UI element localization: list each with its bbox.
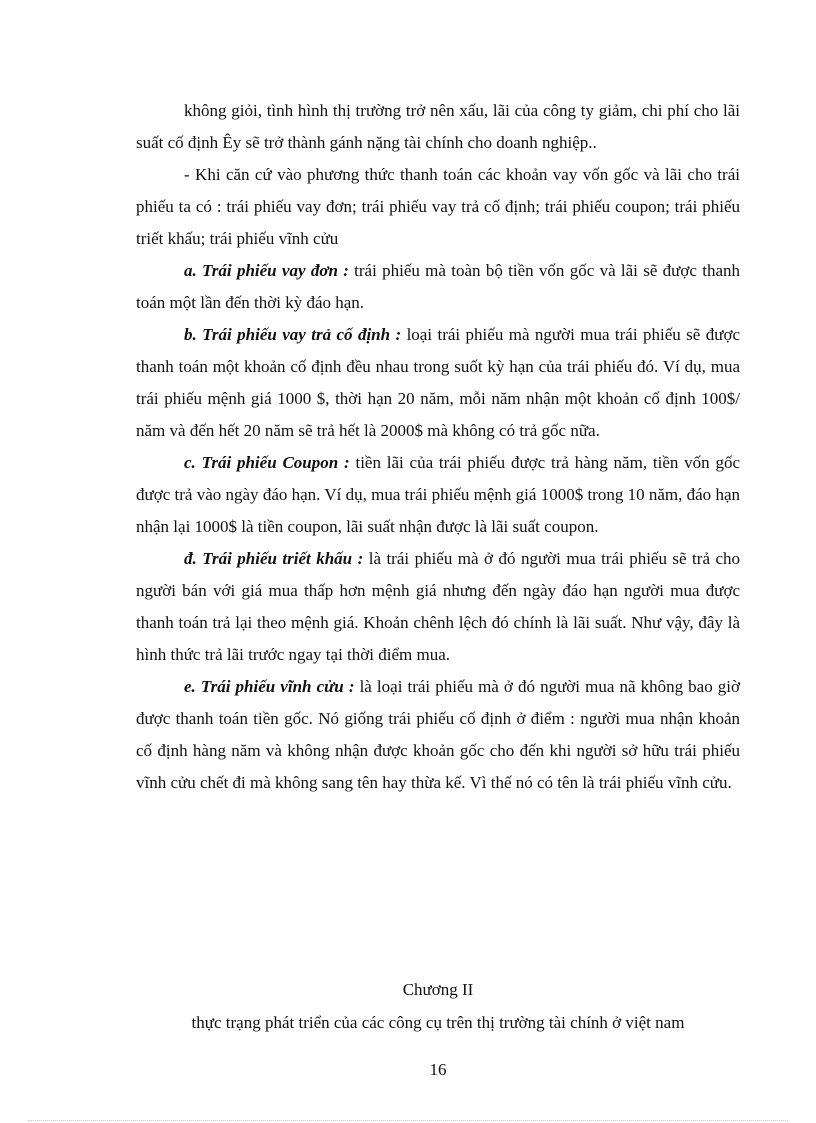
paragraph-text: tiền lãi của trái phiếu được trả hàng năm, tiền vốn gốc được trả vào ngày đáo hạn. Ví dụ, mua trái phiếu mệnh giá 1000$ trong 10 năm, đáo hạn nhận lại 1000$ là tiền coupon, lãi suất nhận được là lãi suất coupon. xyxy=(136,453,740,536)
term-heading: c. Trái phiếu Coupon : xyxy=(184,453,350,472)
page-number: 16 xyxy=(429,1060,447,1079)
chapter-subtitle: thực trạng phát triển của các công cụ trên thị trường tài chính ở việt nam xyxy=(191,1013,685,1032)
paragraph-text: - Khi căn cứ vào phương thức thanh toán các khoản vay vốn gốc và lãi cho trái phiếu ta có : trái phiếu vay đơn; trái phiếu vay trả cố định; trái phiếu coupon; trái phiếu triết khấu; trái phiếu vĩnh cửu xyxy=(136,165,740,248)
paragraph-text: loại trái phiếu mà người mua trái phiếu sẽ được thanh toán một khoản cố định đều nhau trong suốt kỳ hạn của trái phiếu đó. Ví dụ, mua trái phiếu mệnh giá 1000 $, thời hạn 20 năm, mỗi năm nhận một khoản cố định 100$/ năm và đến hết 20 năm sẽ trả hết là 2000$ mà không có trả gốc nữa. xyxy=(136,325,740,440)
paragraph-simple-loan-bond xyxy=(136,255,740,319)
term-heading: a. Trái phiếu vay đơn : xyxy=(184,261,349,280)
body-text xyxy=(136,95,740,799)
paragraph-bond-classification xyxy=(136,159,740,255)
paragraph-text: không giỏi, tình hình thị trường trở nên xấu, lãi của công ty giảm, chi phí cho lãi suất cố định Êy sẽ trở thành gánh nặng tài chính cho doanh nghiệp.. xyxy=(136,101,740,152)
paragraph-text: là trái phiếu mà ở đó người mua trái phiếu sẽ trả cho người bán với giá mua thấp hơn mệnh giá nhưng đến ngày đáo hạn người mua được thanh toán trả lại theo mệnh giá. Khoản chênh lệch đó chính là lãi suất. Như vậy, đây là hình thức trả lãi trước ngay tại thời điểm mua. xyxy=(136,549,740,664)
paragraph-discount-bond xyxy=(136,543,740,671)
chapter-title: Chương II xyxy=(402,980,474,999)
term-heading: b. Trái phiếu vay trả cố định : xyxy=(184,325,402,344)
paragraph-text: trái phiếu mà toàn bộ tiền vốn gốc và lãi sẽ được thanh toán một lần đến thời kỳ đáo hạn. xyxy=(136,261,740,312)
paragraph-perpetual-bond xyxy=(136,671,740,799)
term-heading: đ. Trái phiếu triết khấu : xyxy=(184,549,364,568)
paragraph-continuation xyxy=(136,95,740,159)
paragraph-fixed-payment-bond xyxy=(136,319,740,447)
paragraph-coupon-bond xyxy=(136,447,740,543)
term-heading: e. Trái phiếu vĩnh cửu : xyxy=(184,677,355,696)
paragraph-text: là loại trái phiếu mà ở đó người mua nã không bao giờ được thanh toán tiền gốc. Nó giống trái phiếu cố định ở điểm : người mua nhận khoản cố định hàng năm và không nhận được khoản gốc cho đến khi người sở hữu trái phiếu vĩnh cửu chết đi mà không sang tên hay thừa kế. Vì thế nó có tên là trái phiếu vĩnh cửu. xyxy=(136,677,740,792)
footer-divider xyxy=(28,1120,788,1121)
